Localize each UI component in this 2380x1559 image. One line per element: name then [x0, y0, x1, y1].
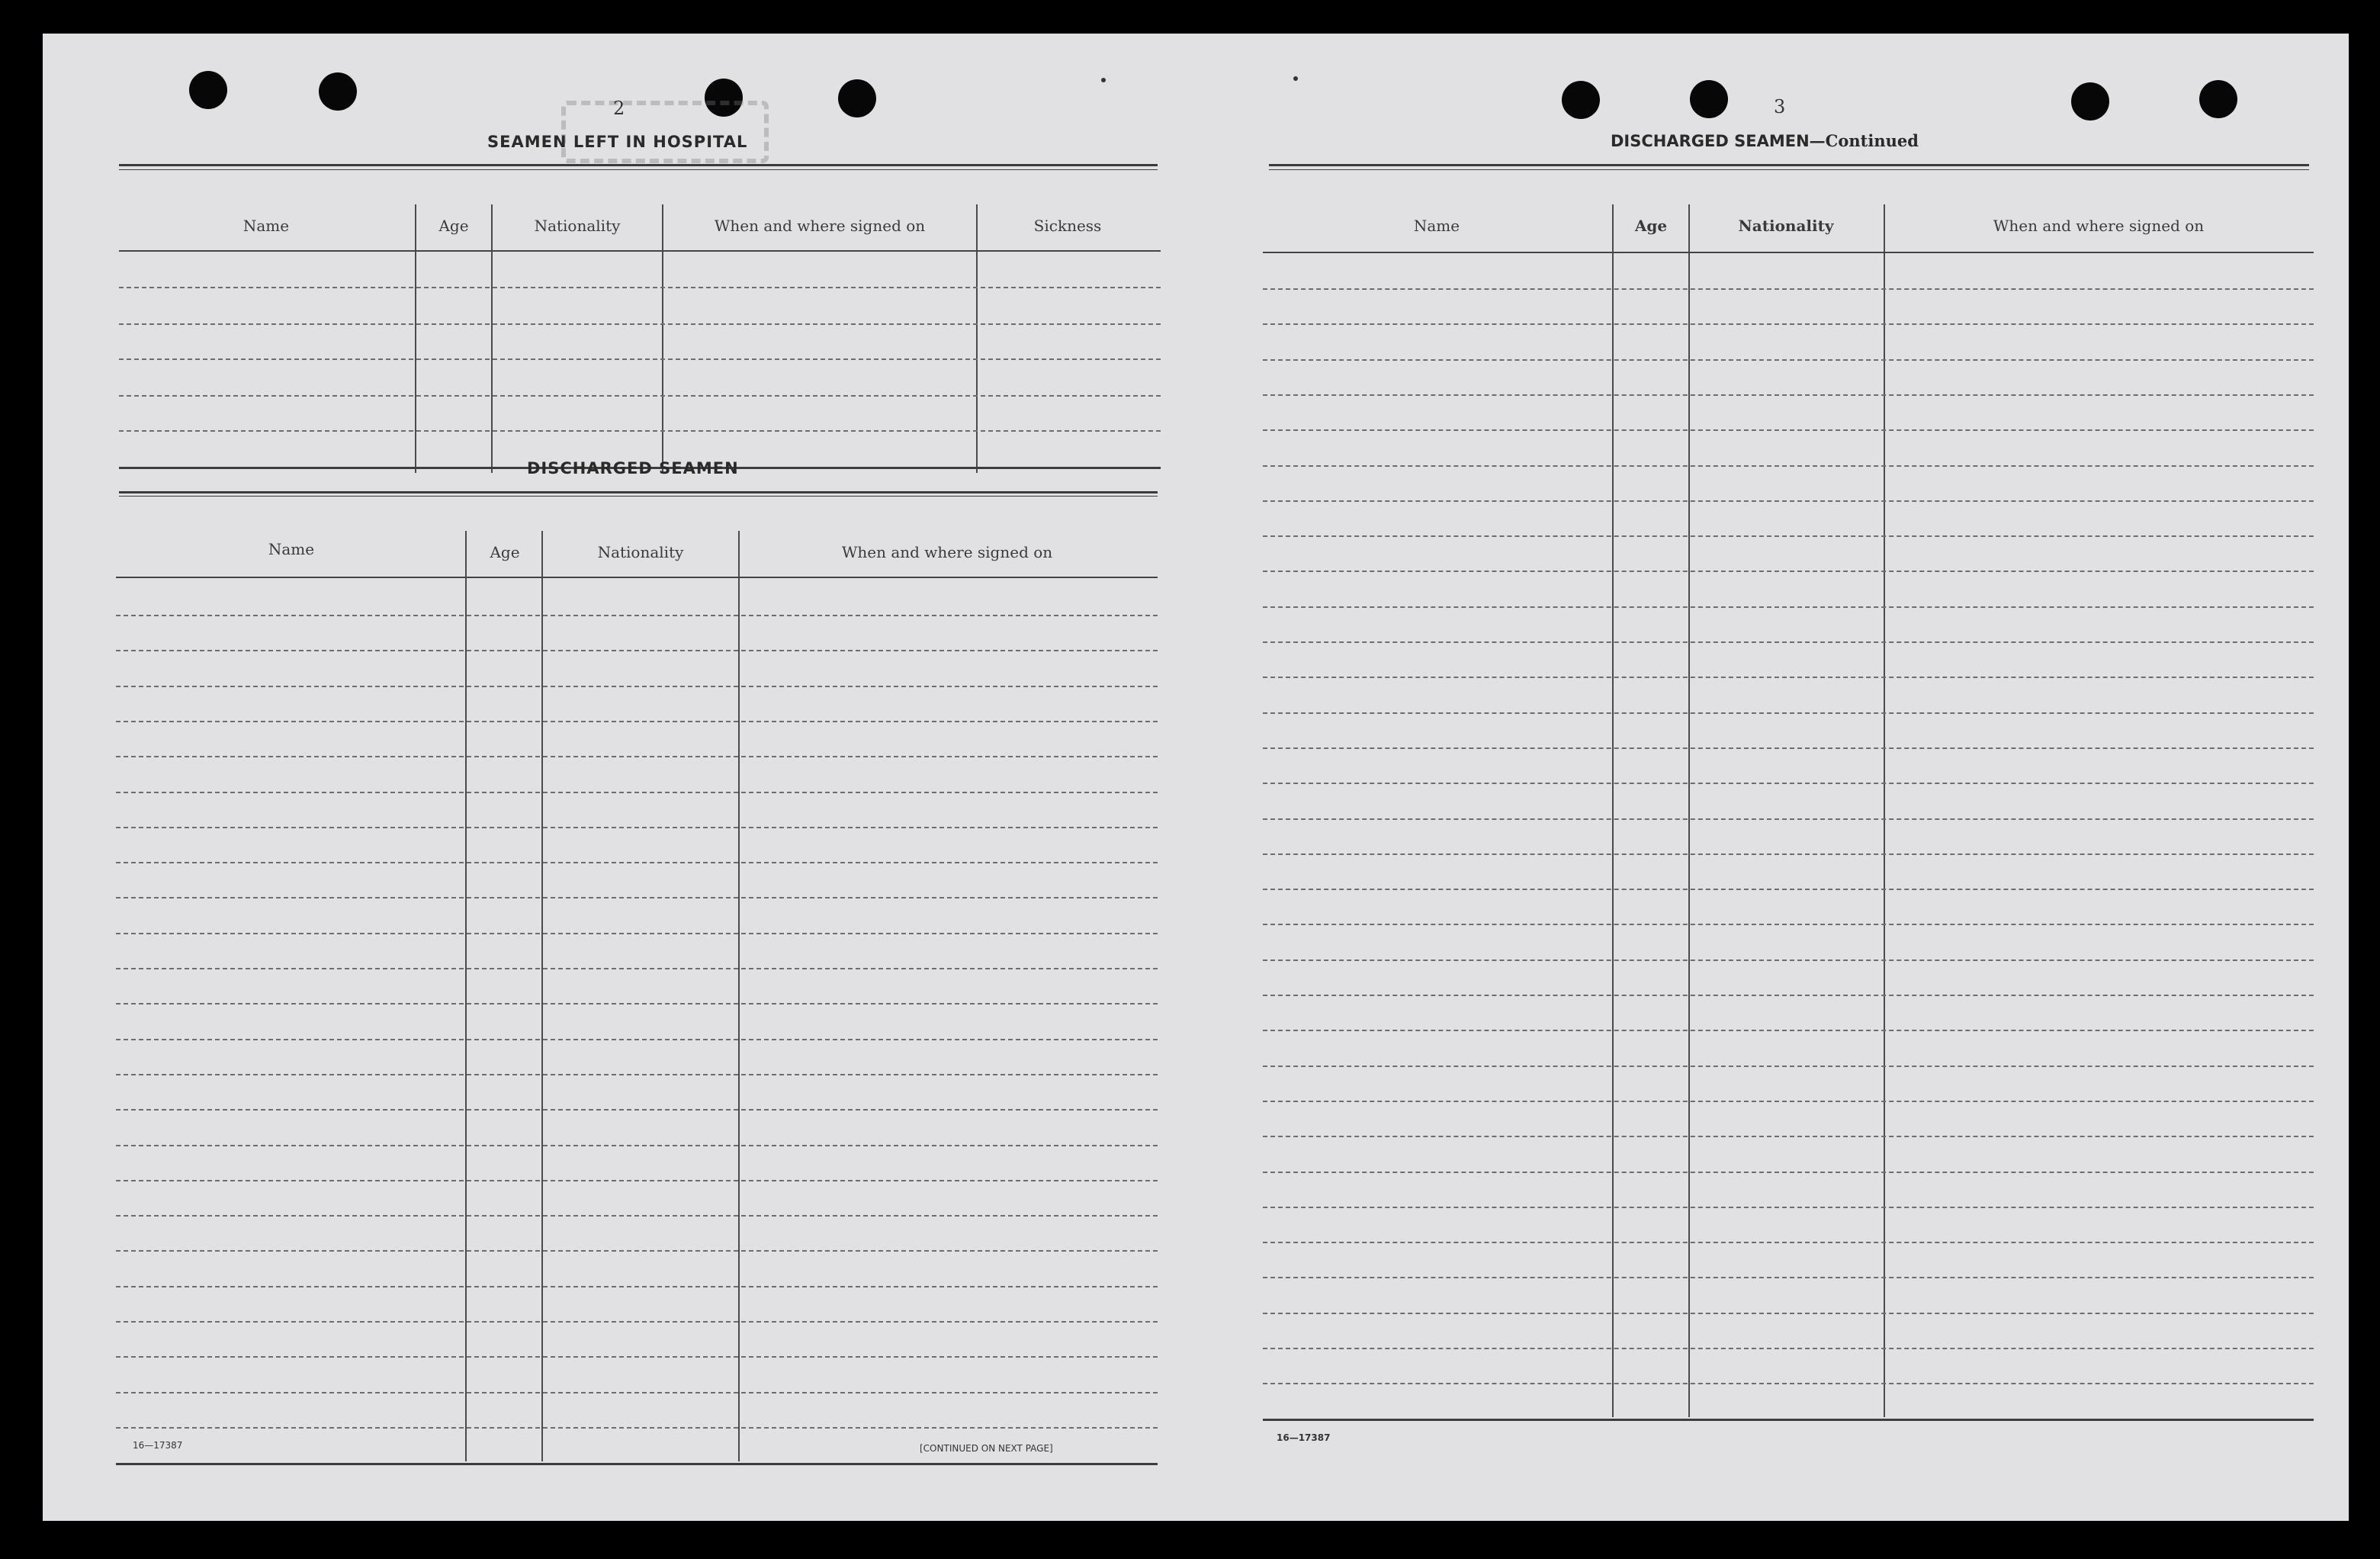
table-row-line — [116, 1180, 1158, 1181]
table-row-line — [1263, 1348, 2314, 1349]
table-row-line — [116, 1250, 1158, 1252]
table-row-line — [116, 792, 1158, 793]
table-row-line — [119, 395, 1161, 397]
table-row-line — [1263, 1172, 2314, 1173]
table-row-line — [1263, 960, 2314, 961]
discharged-title-rule-thin — [119, 496, 1158, 497]
table-row-line — [116, 827, 1158, 828]
right-form-number: 16—17387 — [1277, 1432, 1331, 1443]
hospital-header-name: Name — [242, 217, 290, 235]
punch-hole-icon — [189, 71, 227, 109]
discharged-header-name: Name — [268, 540, 315, 558]
table-row-line — [116, 968, 1158, 969]
hospital-header-line — [119, 250, 1161, 252]
discharged-table-left — [116, 500, 1158, 1461]
table-row-line — [116, 1215, 1158, 1217]
table-row-line — [1263, 783, 2314, 784]
continued-header-line — [1263, 252, 2314, 253]
continued-header-age: Age — [1634, 217, 1668, 235]
hospital-section-title: SEAMEN LEFT IN HOSPITAL — [487, 133, 748, 151]
continued-header-name: Name — [1413, 217, 1460, 235]
hospital-col-divider — [662, 204, 663, 473]
table-row-line — [1263, 571, 2314, 572]
table-row-line — [1263, 995, 2314, 996]
table-row-line — [116, 862, 1158, 863]
hospital-col-divider — [976, 204, 978, 473]
discharged-header-line — [116, 577, 1158, 578]
table-row-line — [116, 686, 1158, 687]
continued-note: [CONTINUED ON NEXT PAGE] — [920, 1443, 1053, 1454]
discharged-continued-title-suffix: —Continued — [1809, 131, 1919, 150]
document-sheet — [43, 34, 2349, 1521]
table-row-line — [1263, 394, 2314, 396]
table-row-line — [116, 933, 1158, 934]
table-row-line — [1263, 1136, 2314, 1137]
table-row-line — [119, 430, 1161, 432]
table-row-line — [119, 287, 1161, 288]
table-row-line — [1263, 1277, 2314, 1278]
continued-header-nationality: Nationality — [1738, 217, 1834, 235]
table-row-line — [116, 1109, 1158, 1111]
discharged-header-age: Age — [490, 543, 520, 561]
table-row-line — [1263, 500, 2314, 502]
table-row-line — [116, 721, 1158, 722]
punch-hole-icon — [2199, 80, 2237, 118]
hospital-header-signed-on: When and where signed on — [714, 217, 926, 235]
table-row-line — [1263, 1101, 2314, 1102]
punch-hole-icon — [319, 72, 357, 111]
right-page-number: 3 — [1774, 96, 1786, 117]
discharged-continued-title — [1611, 131, 1919, 150]
table-row-line — [116, 1039, 1158, 1040]
ink-speck — [1293, 76, 1298, 81]
continued-col-divider — [1612, 204, 1614, 1417]
hospital-title-rule-thin — [119, 169, 1158, 170]
punch-hole-icon — [2071, 82, 2109, 121]
left-page-number: 2 — [613, 98, 625, 119]
table-row-line — [1263, 641, 2314, 643]
table-row-line — [1263, 889, 2314, 890]
discharged-header-signed-on: When and where signed on — [841, 543, 1053, 561]
hospital-col-divider — [415, 204, 416, 473]
discharged-bottom-line — [116, 1463, 1158, 1465]
table-row-line — [116, 1427, 1158, 1429]
table-row-line — [1263, 288, 2314, 290]
table-row-line — [116, 1145, 1158, 1146]
table-row-line — [1263, 818, 2314, 820]
punch-hole-icon — [838, 79, 876, 117]
continued-col-divider — [1688, 204, 1690, 1417]
punch-hole-icon — [1690, 80, 1728, 118]
table-row-line — [116, 1286, 1158, 1287]
table-row-line — [1263, 1030, 2314, 1031]
continued-col-divider — [1884, 204, 1885, 1417]
hospital-title-rule — [119, 164, 1158, 166]
table-row-line — [1263, 1207, 2314, 1208]
table-row-line — [116, 756, 1158, 757]
faded-stamp — [561, 101, 769, 163]
discharged-table-right — [1263, 174, 2314, 1422]
table-row-line — [1263, 712, 2314, 714]
table-row-line — [1263, 535, 2314, 537]
table-row-line — [119, 323, 1161, 325]
table-row-line — [1263, 1383, 2314, 1384]
table-row-line — [1263, 1242, 2314, 1243]
continued-bottom-line — [1263, 1419, 2314, 1421]
table-row-line — [1263, 747, 2314, 749]
left-form-number: 16—17387 — [133, 1440, 183, 1451]
table-row-line — [1263, 924, 2314, 925]
table-row-line — [1263, 606, 2314, 608]
table-row-line — [1263, 323, 2314, 325]
discharged-section-title: DISCHARGED SEAMEN — [527, 459, 739, 477]
table-row-line — [1263, 1066, 2314, 1067]
hospital-header-sickness: Sickness — [1033, 217, 1102, 235]
table-row-line — [1263, 429, 2314, 431]
table-row-line — [1263, 677, 2314, 678]
table-row-line — [1263, 465, 2314, 467]
hospital-header-age: Age — [438, 217, 469, 235]
continued-title-rule — [1269, 164, 2309, 166]
discharged-title-rule — [119, 491, 1158, 493]
table-row-line — [1263, 359, 2314, 361]
table-row-line — [116, 1356, 1158, 1358]
punch-hole-icon — [1562, 81, 1600, 119]
continued-header-signed-on: When and where signed on — [1993, 217, 2205, 235]
table-row-line — [119, 358, 1161, 360]
table-row-line — [116, 1074, 1158, 1075]
continued-title-rule-thin — [1269, 169, 2309, 170]
hospital-header-nationality: Nationality — [534, 217, 621, 235]
table-row-line — [1263, 1313, 2314, 1314]
table-row-line — [116, 1321, 1158, 1323]
table-row-line — [116, 1392, 1158, 1393]
discharged-continued-title-bold: DISCHARGED SEAMEN — [1611, 132, 1810, 150]
discharged-header-nationality: Nationality — [597, 543, 684, 561]
hospital-col-divider — [491, 204, 493, 473]
table-row-line — [116, 650, 1158, 651]
table-row-line — [116, 1003, 1158, 1005]
table-row-line — [116, 615, 1158, 616]
table-row-line — [1263, 853, 2314, 855]
hospital-table — [119, 174, 1161, 473]
ink-speck — [1101, 78, 1106, 82]
table-row-line — [116, 897, 1158, 898]
